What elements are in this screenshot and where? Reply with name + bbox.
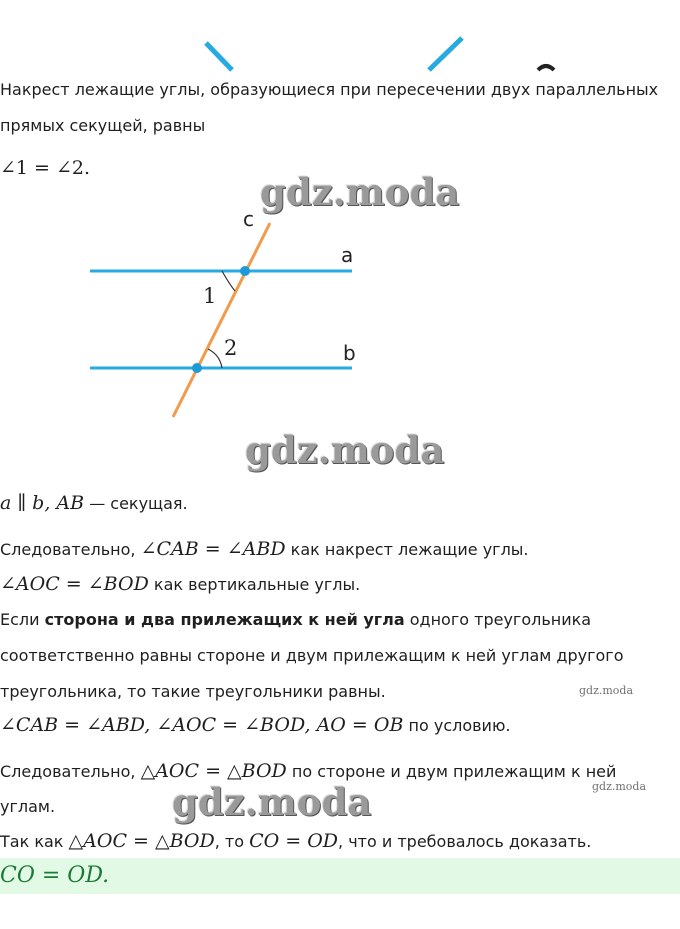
step4-math: △AOC = △BOD (140, 760, 287, 782)
watermark-bottom: gdz.moda (172, 780, 372, 824)
angle-equality-formula: ∠1 = ∠2. (0, 157, 91, 179)
step1-line (0, 539, 529, 560)
intersection-point-upper (240, 266, 250, 276)
step1-prefix: Следовательно, (0, 540, 141, 559)
answer-text: CO = OD. (0, 863, 110, 888)
step4-line-2: углам. (0, 797, 56, 816)
angle-2-arc (208, 349, 222, 368)
watermark-small-1: gdz.moda (579, 684, 634, 697)
watermark-top: gdz.moda (260, 170, 460, 214)
step5-math-1: △AOC = △BOD (68, 830, 215, 852)
step2-math: ∠AOC = ∠BOD (0, 573, 149, 595)
watermark-middle: gdz.moda (245, 428, 445, 472)
intersection-point-lower (192, 363, 202, 373)
parallel-lines-figure (0, 205, 680, 465)
step2-suffix: как вертикальные углы. (148, 575, 361, 594)
rule-prefix: Если (0, 610, 45, 629)
watermark-small-2: gdz.moda (592, 780, 647, 793)
step4-suffix: по стороне и двум прилежащим к ней (286, 762, 617, 781)
step5-prefix: Так как (0, 832, 69, 851)
step5-middle: , то (214, 832, 250, 851)
step3-math: ∠CAB = ∠ABD, ∠AOC = ∠BOD, AO = OB (0, 714, 404, 736)
step2-line (0, 574, 360, 595)
rule-line-3: треугольника, то такие треугольники равны. (0, 682, 386, 701)
rule-line-2: соответственно равны стороне и двум прилежащим к ней углам другого (0, 646, 624, 665)
given-line (0, 493, 188, 514)
step3-suffix: по условию. (403, 716, 511, 735)
label-c: c (243, 207, 254, 231)
top-decoration (0, 0, 680, 80)
angle-1-arc (222, 271, 235, 291)
intro-line-1: Накрест лежащие углы, образующиеся при пересечении двух параллельных (0, 80, 659, 99)
label-b: b (343, 341, 356, 365)
answer-box (0, 858, 680, 894)
given-math: a ∥ b, AB (0, 492, 85, 514)
step1-math: ∠CAB = ∠ABD (140, 538, 286, 560)
rule-bold: сторона и два прилежащих к ней угла (44, 610, 405, 629)
step1-suffix: как накрест лежащие углы. (285, 540, 529, 559)
label-angle-1: 1 (203, 284, 217, 308)
step5-suffix: , что и требовалось доказать. (338, 832, 592, 851)
step5-line (0, 831, 591, 852)
label-angle-2: 2 (224, 336, 238, 360)
given-text: — секущая. (84, 494, 188, 513)
transversal-c (173, 223, 270, 417)
rule-suffix: одного треугольника (404, 610, 592, 629)
rule-line-1 (0, 610, 591, 630)
step4-prefix: Следовательно, (0, 762, 141, 781)
step4-line-1 (0, 761, 616, 782)
label-a: a (341, 243, 354, 267)
step5-math-2: CO = OD (249, 830, 339, 852)
step3-line (0, 715, 511, 736)
intro-line-2: прямых секущей, равны (0, 116, 206, 135)
